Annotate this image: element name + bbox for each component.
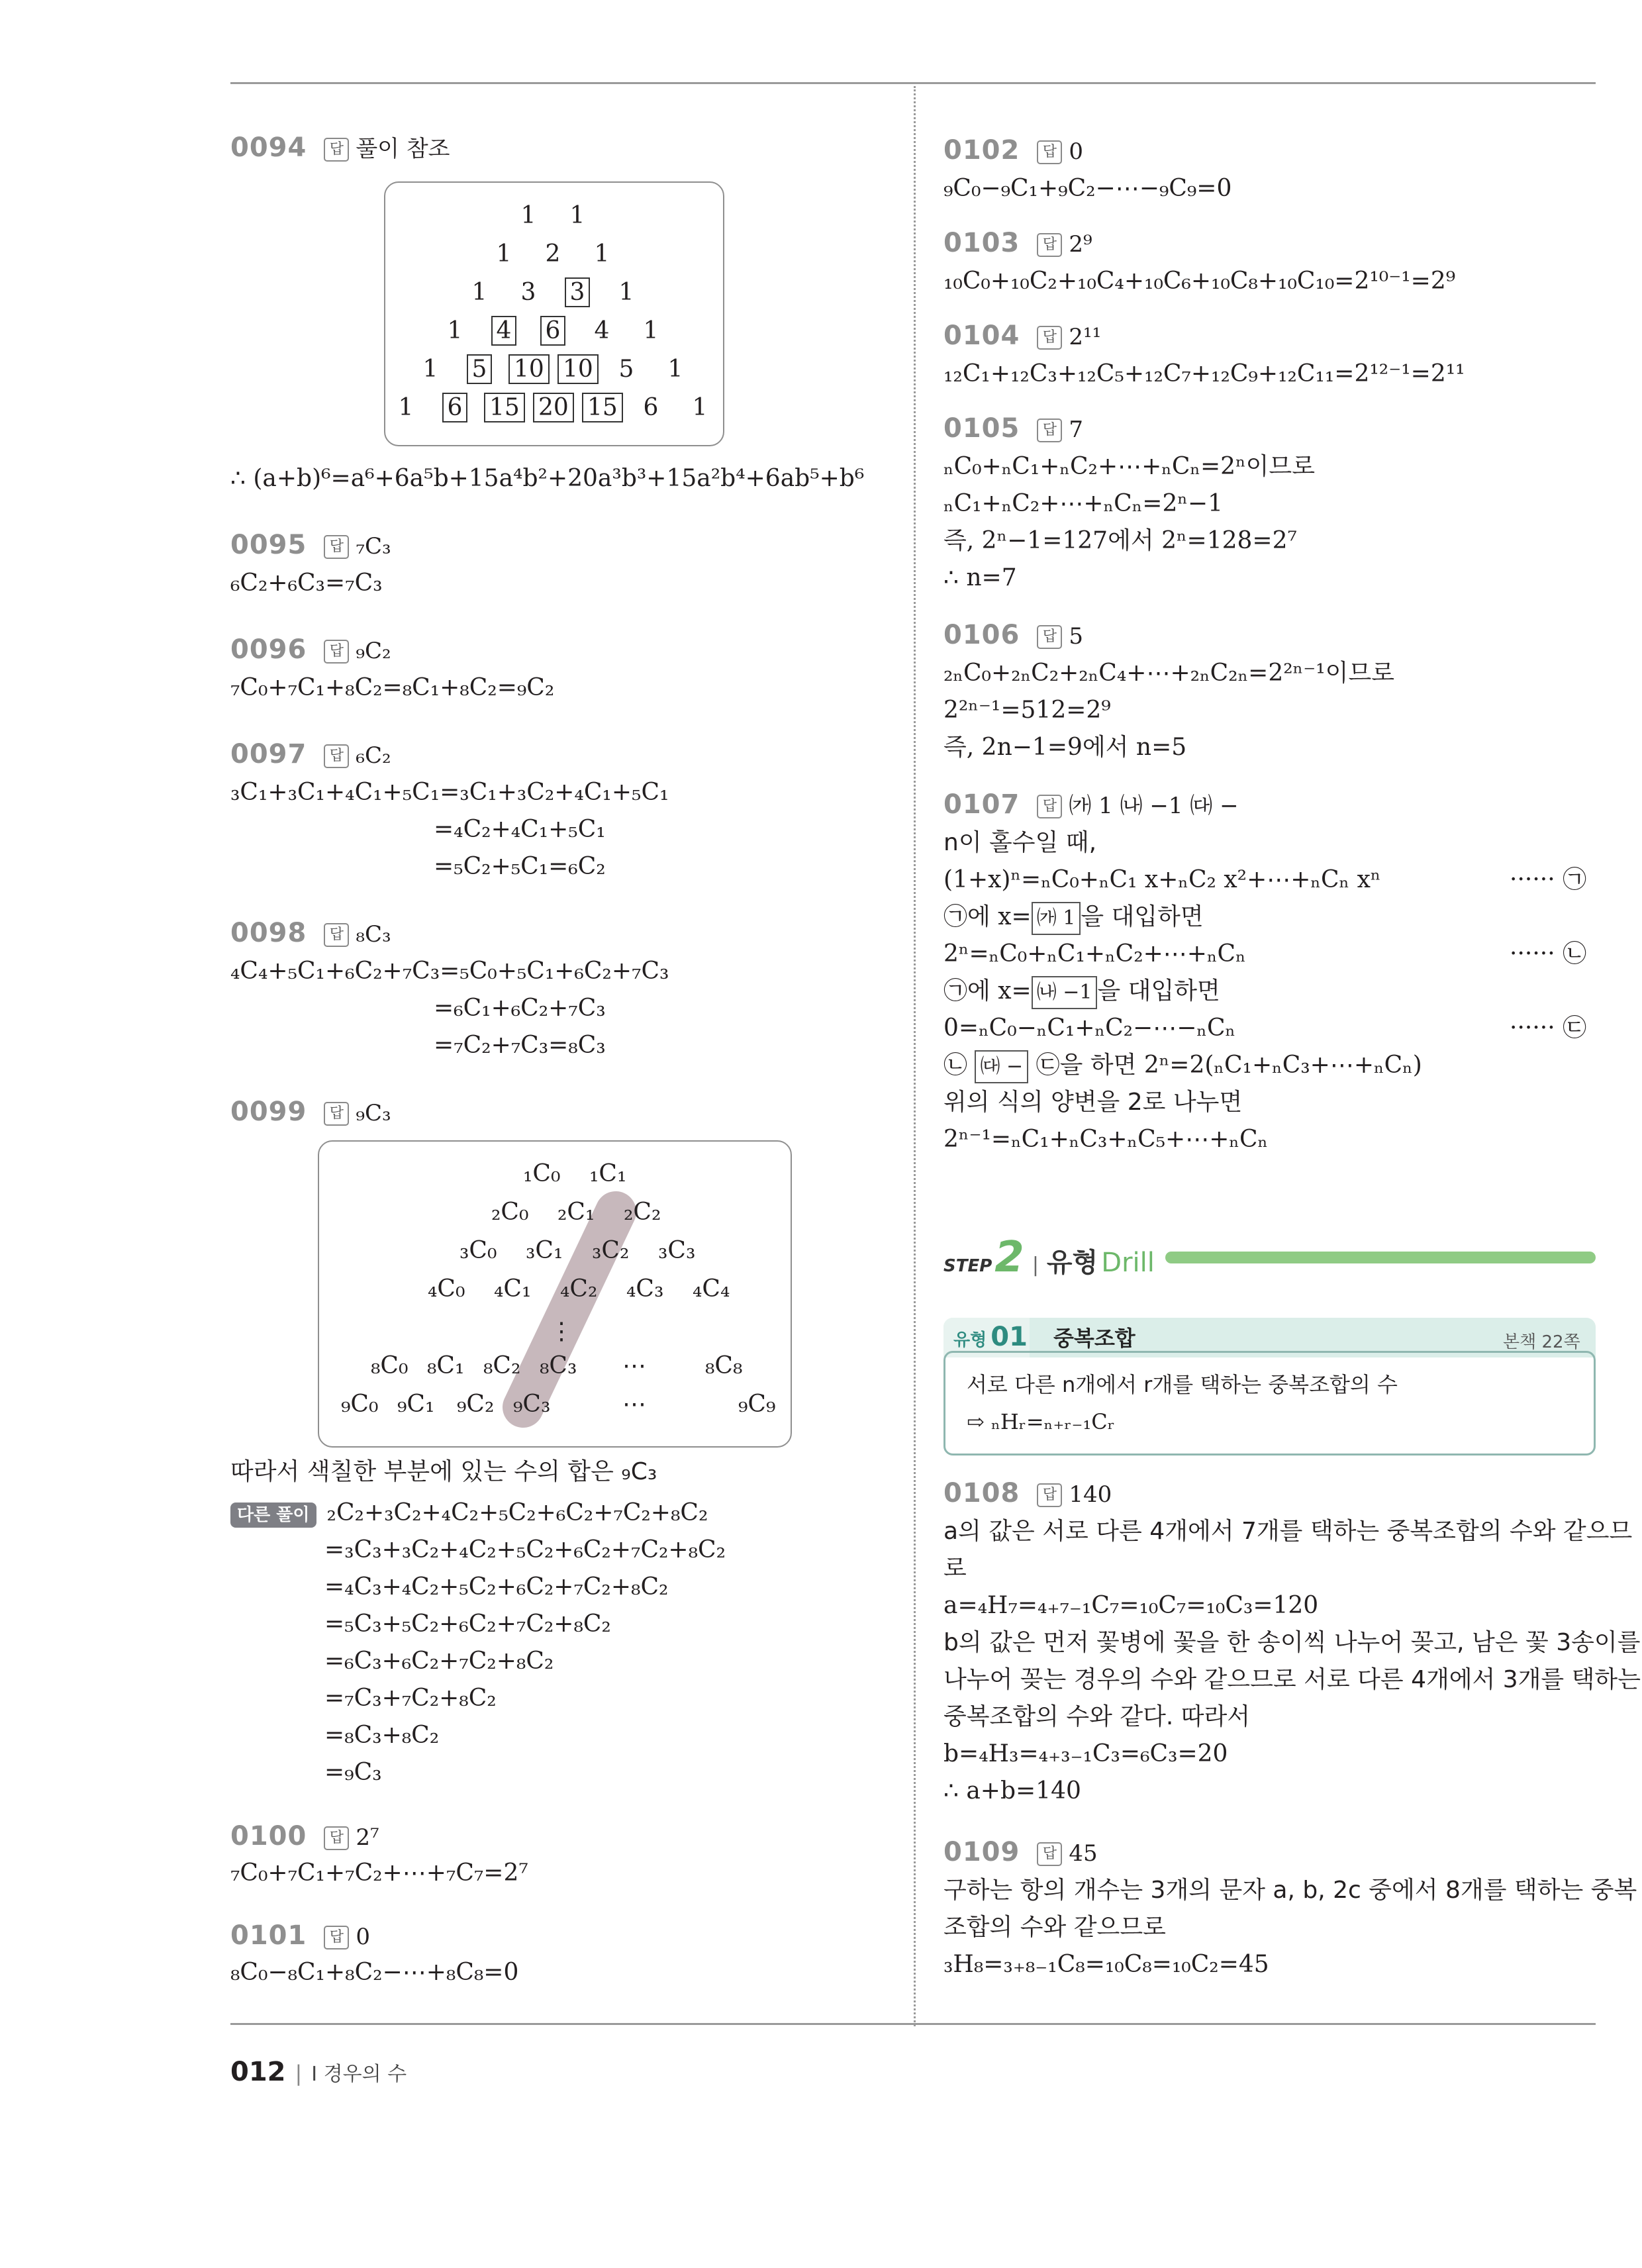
pascal-number: 6 — [643, 394, 659, 421]
problem-0106-header — [943, 620, 1083, 652]
combination-term: ₉C₃ — [513, 1391, 551, 1418]
problem-0105-header — [943, 413, 1083, 445]
combination-term: ₃C₂ — [592, 1237, 630, 1264]
type-name: 중복조합 — [1053, 1326, 1135, 1351]
pascal-number: 1 — [569, 202, 585, 229]
problem-answer: ₇C₃ — [356, 533, 391, 560]
solution-line: =₉C₃ — [324, 1759, 382, 1786]
alt-solution-first — [230, 1498, 708, 1528]
equation-marker-a: ······ ㉠ — [1510, 866, 1587, 893]
problem-id: 0104 — [943, 320, 1020, 351]
pascal-number: 15 — [582, 394, 622, 421]
problem-answer: 45 — [1069, 1840, 1098, 1867]
step-heading: STEP2 | 유형 Drill — [943, 1233, 1155, 1282]
binomial-expansion: ∴ (a+b)⁶=a⁶+6a⁵b+15a⁴b²+20a³b³+15a²b⁴+6ab⁵+b⁶ — [230, 465, 865, 492]
solution-line: 중복조합의 수와 같다. 따라서 — [943, 1703, 1251, 1730]
solution-line: =₆C₃+₆C₂+₇C₂+₈C₂ — [324, 1648, 554, 1675]
solution-line: =₅C₂+₅C₁=₆C₂ — [434, 853, 606, 880]
subtraction-line — [943, 1050, 1422, 1083]
blank-box-b: ㈏ −1 — [1032, 976, 1098, 1009]
combination-term: ₈C₃ — [540, 1352, 577, 1379]
solution-line: =₆C₁+₆C₂+₇C₃ — [434, 995, 606, 1022]
problem-0100-header — [230, 1821, 379, 1853]
solution-line: ₉C₀−₉C₁+₉C₂−⋯−₉C₉=0 — [943, 175, 1232, 202]
solution-line: 나누어 꽂는 경우의 수와 같으므로 서로 다른 4개에서 3개를 택하는 — [943, 1666, 1641, 1693]
solution-line: ₃H₈=₃₊₈₋₁C₈=₁₀C₈=₁₀C₂=45 — [943, 1951, 1269, 1978]
answer-badge-icon: 답 — [1037, 1483, 1062, 1507]
substitution-line-b — [943, 976, 1220, 1009]
substitution-line-a — [943, 902, 1204, 935]
combination-term: ⋯ — [622, 1391, 646, 1418]
pascal-number: 1 — [398, 394, 414, 421]
equation-marker-c: ······ ㉢ — [1510, 1014, 1587, 1042]
problem-id: 0107 — [943, 789, 1020, 820]
solution-line: 위의 식의 양변을 2로 나누면 — [943, 1089, 1243, 1116]
combination-term: ⋮ — [550, 1318, 573, 1345]
solution-line: 조합의 수와 같으므로 — [943, 1914, 1166, 1941]
solution-text: 을 대입하면 — [1081, 903, 1204, 930]
combination-term: ₄C₃ — [626, 1275, 664, 1303]
pascal-number: 10 — [557, 356, 597, 383]
combination-term: ₄C₁ — [494, 1275, 532, 1303]
type-tag-number: 01 — [990, 1322, 1028, 1352]
pascal-number: 20 — [533, 394, 573, 421]
solution-line: 0=ₙC₀−ₙC₁+ₙC₂−⋯−ₙCₙ — [943, 1014, 1236, 1042]
step-word: STEP — [943, 1256, 992, 1276]
pascal-number: 6 — [533, 317, 573, 344]
solution-line: ∴ a+b=140 — [943, 1777, 1081, 1804]
solution-line: ₇C₀+₇C₁+₇C₂+⋯+₇C₇=2⁷ — [230, 1859, 528, 1887]
answer-badge-icon: 답 — [324, 640, 349, 664]
definition-formula: ⇨ ₙHᵣ=ₙ₊ᵣ₋₁Cᵣ — [967, 1409, 1115, 1434]
solution-line: 즉, 2ⁿ−1=127에서 2ⁿ=128=2⁷ — [943, 527, 1297, 554]
solution-line: ₙC₁+ₙC₂+⋯+ₙCₙ=2ⁿ−1 — [943, 490, 1223, 517]
solution-text: ㉠에 x= — [943, 977, 1032, 1005]
step-title: 유형 — [1046, 1248, 1098, 1278]
problem-0104-header — [943, 320, 1101, 352]
pascal-number: 6 — [435, 394, 475, 421]
problem-answer: 5 — [1069, 623, 1083, 650]
solution-line: ₁₂C₁+₁₂C₃+₁₂C₅+₁₂C₇+₁₂C₉+₁₂C₁₁=2¹²⁻¹=2¹¹ — [943, 360, 1465, 387]
solution-line: ₃C₁+₃C₁+₄C₁+₅C₁=₃C₁+₃C₂+₄C₁+₅C₁ — [230, 779, 669, 806]
blank-box-a: ㈎ 1 — [1032, 902, 1081, 935]
combination-term: ₉C₁ — [397, 1391, 435, 1418]
answer-badge-icon: 답 — [324, 138, 349, 162]
type-tag — [953, 1322, 1135, 1352]
solution-line: ₄C₄+₅C₁+₆C₂+₇C₃=₅C₀+₅C₁+₆C₂+₇C₃ — [230, 958, 669, 985]
combination-term: ₈C₂ — [483, 1352, 521, 1379]
problem-0108-header — [943, 1478, 1112, 1510]
problem-0103-header — [943, 228, 1092, 260]
equation-marker-b: ······ ㉡ — [1510, 940, 1587, 967]
problem-id: 0105 — [943, 413, 1020, 444]
problem-id: 0108 — [943, 1478, 1020, 1508]
combination-term: ₄C₀ — [428, 1275, 465, 1303]
problem-answer: ₆C₂ — [356, 742, 391, 769]
step-title-en: Drill — [1101, 1248, 1155, 1278]
solution-line: (1+x)ⁿ=ₙC₀+ₙC₁ x+ₙC₂ x²+⋯+ₙCₙ xⁿ — [943, 866, 1381, 893]
problem-0107-header — [943, 789, 1239, 821]
answer-badge-icon: 답 — [324, 1102, 349, 1126]
pascal-number: 3 — [520, 279, 536, 306]
solution-line: a의 값은 서로 다른 4개에서 7개를 택하는 중복조합의 수와 같으므 — [943, 1518, 1633, 1545]
solution-line: =₄C₂+₄C₁+₅C₁ — [434, 816, 606, 843]
pascal-number: 1 — [667, 356, 683, 383]
problem-id: 0100 — [230, 1821, 307, 1851]
solution-line: =₈C₃+₈C₂ — [324, 1722, 440, 1749]
problem-id: 0102 — [943, 135, 1020, 166]
pascal-number: 3 — [557, 279, 597, 306]
answer-badge-icon: 답 — [1037, 1842, 1062, 1866]
solution-text: ㉠에 x= — [943, 903, 1032, 930]
pascal-number: 1 — [618, 279, 634, 306]
answer-badge-icon: 답 — [1037, 233, 1062, 257]
problem-answer: 0 — [1069, 138, 1083, 165]
combination-term: ₂C₁ — [557, 1199, 595, 1226]
problem-id: 0099 — [230, 1097, 307, 1127]
solution-line: 2²ⁿ⁻¹=512=2⁹ — [943, 697, 1111, 724]
problem-answer: 7 — [1069, 417, 1083, 443]
solution-line: ₆C₂+₆C₃=₇C₃ — [230, 569, 383, 597]
problem-id: 0098 — [230, 918, 307, 948]
solution-line: b=₄H₃=₄₊₃₋₁C₃=₆C₃=20 — [943, 1740, 1228, 1767]
pascal-number: 1 — [471, 279, 487, 306]
answer-badge-icon: 답 — [1037, 326, 1062, 350]
answer-badge-icon: 답 — [1037, 795, 1062, 818]
pascal-number: 2 — [545, 240, 561, 268]
solution-line: 2ⁿ=ₙC₀+ₙC₁+ₙC₂+⋯+ₙCₙ — [943, 940, 1246, 967]
problem-0101-header — [230, 1920, 370, 1952]
problem-id: 0097 — [230, 739, 307, 769]
problem-answer: 풀이 참조 — [356, 136, 450, 162]
conclusion-text: 따라서 색칠한 부분에 있는 수의 합은 ₉C₃ — [230, 1458, 657, 1485]
solution-line: 로 — [943, 1555, 967, 1582]
problem-0109-header — [943, 1837, 1098, 1869]
solution-line: b의 값은 먼저 꽃병에 꽃을 한 송이씩 나누어 꽂고, 남은 꽃 3송이를 — [943, 1629, 1641, 1656]
answer-badge-icon: 답 — [1037, 419, 1062, 442]
pascal-number: 4 — [594, 317, 610, 344]
answer-badge-icon: 답 — [324, 1826, 349, 1850]
answer-badge-icon: 답 — [324, 923, 349, 947]
solution-text: 을 대입하면 — [1097, 977, 1220, 1005]
answer-badge-icon: 답 — [324, 744, 349, 768]
problem-answer: 2¹¹ — [1069, 324, 1102, 350]
pascal-number: 4 — [484, 317, 524, 344]
solution-line: ₂ₙC₀+₂ₙC₂+₂ₙC₄+⋯+₂ₙC₂ₙ=2²ⁿ⁻¹이므로 — [943, 660, 1394, 687]
pascal-number: 5 — [618, 356, 634, 383]
solution-line: 구하는 항의 개수는 3개의 문자 a, b, 2c 중에서 8개를 택하는 중복 — [943, 1877, 1637, 1904]
combination-term: ₃C₀ — [459, 1237, 497, 1264]
solution-line: ∴ n=7 — [943, 564, 1017, 591]
solution-line: =₃C₃+₃C₂+₄C₂+₅C₂+₆C₂+₇C₂+₈C₂ — [324, 1536, 726, 1563]
chapter-title: Ⅰ 경우의 수 — [311, 2063, 407, 2086]
problem-id: 0095 — [230, 530, 307, 560]
problem-answer: ㈎ 1 ㈏ −1 ㈐ − — [1069, 793, 1239, 819]
solution-line: 즉, 2n−1=9에서 n=5 — [943, 734, 1187, 761]
combination-term: ₈C₀ — [371, 1352, 409, 1379]
step-number: 2 — [994, 1233, 1024, 1282]
problem-id: 0101 — [230, 1920, 307, 1951]
pascal-number: 1 — [496, 240, 512, 268]
definition-line: 서로 다른 n개에서 r개를 택하는 중복조합의 수 — [967, 1372, 1398, 1397]
pascal-number: 10 — [508, 356, 548, 383]
pascal-number: 15 — [484, 394, 524, 421]
problem-answer: 0 — [356, 1924, 370, 1950]
solution-line: ₇C₀+₇C₁+₈C₂=₈C₁+₈C₂=₉C₂ — [230, 674, 555, 701]
problem-id: 0096 — [230, 634, 307, 665]
combination-term: ₃C₁ — [526, 1237, 563, 1264]
combination-term: ₁C₀ — [523, 1160, 561, 1187]
answer-badge-icon: 답 — [324, 1926, 349, 1949]
problem-id: 0103 — [943, 228, 1020, 258]
pascal-number: 1 — [520, 202, 536, 229]
solution-line: a=₄H₇=₄₊₇₋₁C₇=₁₀C₇=₁₀C₃=120 — [943, 1592, 1319, 1619]
problem-answer: 2⁷ — [356, 1824, 379, 1851]
pascal-number: 1 — [422, 356, 438, 383]
problem-answer: ₈C₃ — [356, 921, 391, 948]
solution-line: =₅C₃+₅C₂+₆C₂+₇C₂+₈C₂ — [324, 1610, 611, 1638]
type-page-ref: 본책 22쪽 — [1503, 1332, 1580, 1352]
combination-term: ₈C₁ — [427, 1352, 465, 1379]
combination-term: ₄C₄ — [693, 1275, 730, 1303]
answer-badge-icon: 답 — [1037, 140, 1062, 164]
answer-badge-icon: 답 — [324, 535, 349, 559]
combination-term: ₃C₃ — [658, 1237, 696, 1264]
combination-term: ₉C₀ — [341, 1391, 379, 1418]
solution-line: n이 홀수일 때, — [943, 829, 1097, 856]
problem-id: 0106 — [943, 620, 1020, 650]
combination-term: ⋯ — [622, 1352, 646, 1379]
alt-solution-label: 다른 풀이 — [230, 1503, 316, 1528]
solution-line: ₈C₀−₈C₁+₈C₂−⋯+₈C₈=0 — [230, 1959, 519, 1986]
problem-answer: ₉C₃ — [356, 1100, 391, 1126]
type-tag-word: 유형 — [953, 1330, 987, 1350]
problem-0102-header — [943, 135, 1083, 167]
solution-line: ₁₀C₀+₁₀C₂+₁₀C₄+₁₀C₆+₁₀C₈+₁₀C₁₀=2¹⁰⁻¹=2⁹ — [943, 268, 1456, 295]
pascal-number: 1 — [692, 394, 708, 421]
problem-answer: 140 — [1069, 1481, 1112, 1508]
solution-text: ㉡ — [943, 1052, 968, 1079]
solution-line: ₂C₂+₃C₂+₄C₂+₅C₂+₆C₂+₇C₂+₈C₂ — [326, 1499, 708, 1526]
page-footer: 012 | Ⅰ 경우의 수 — [230, 2057, 407, 2087]
problem-id: 0094 — [230, 132, 307, 163]
pascal-number: 5 — [459, 356, 499, 383]
page-number: 012 — [230, 2057, 286, 2087]
answer-badge-icon: 답 — [1037, 625, 1062, 649]
problem-id: 0109 — [943, 1837, 1020, 1867]
combination-term: ₄C₂ — [560, 1275, 598, 1303]
combination-term: ₁C₁ — [589, 1160, 627, 1187]
pascal-number: 1 — [447, 317, 463, 344]
type-definition-box — [943, 1351, 1596, 1455]
solution-line: =₇C₃+₇C₂+₈C₂ — [324, 1685, 497, 1712]
problem-answer: ₉C₂ — [356, 638, 391, 664]
pascal-number: 1 — [594, 240, 610, 268]
combination-term: ₂C₂ — [624, 1199, 661, 1226]
step-bar — [1165, 1252, 1596, 1263]
solution-line: =₄C₃+₄C₂+₅C₂+₆C₂+₇C₂+₈C₂ — [324, 1573, 669, 1601]
solution-line: =₇C₂+₇C₃=₈C₃ — [434, 1032, 606, 1059]
problem-answer: 2⁹ — [1069, 231, 1092, 258]
combination-term: ₈C₈ — [705, 1352, 743, 1379]
combination-term: ₂C₀ — [491, 1199, 529, 1226]
solution-line: ₙC₀+ₙC₁+ₙC₂+⋯+ₙCₙ=2ⁿ이므로 — [943, 453, 1315, 480]
solution-text: ㉢을 하면 2ⁿ=2(ₙC₁+ₙC₃+⋯+ₙCₙ) — [1036, 1052, 1422, 1079]
pascal-number: 1 — [643, 317, 659, 344]
combination-term: ₉C₂ — [457, 1391, 495, 1418]
blank-box-c: ㈐ − — [975, 1050, 1028, 1083]
solution-line: 2ⁿ⁻¹=ₙC₁+ₙC₃+ₙC₅+⋯+ₙCₙ — [943, 1126, 1269, 1153]
combination-term: ₉C₉ — [738, 1391, 776, 1418]
